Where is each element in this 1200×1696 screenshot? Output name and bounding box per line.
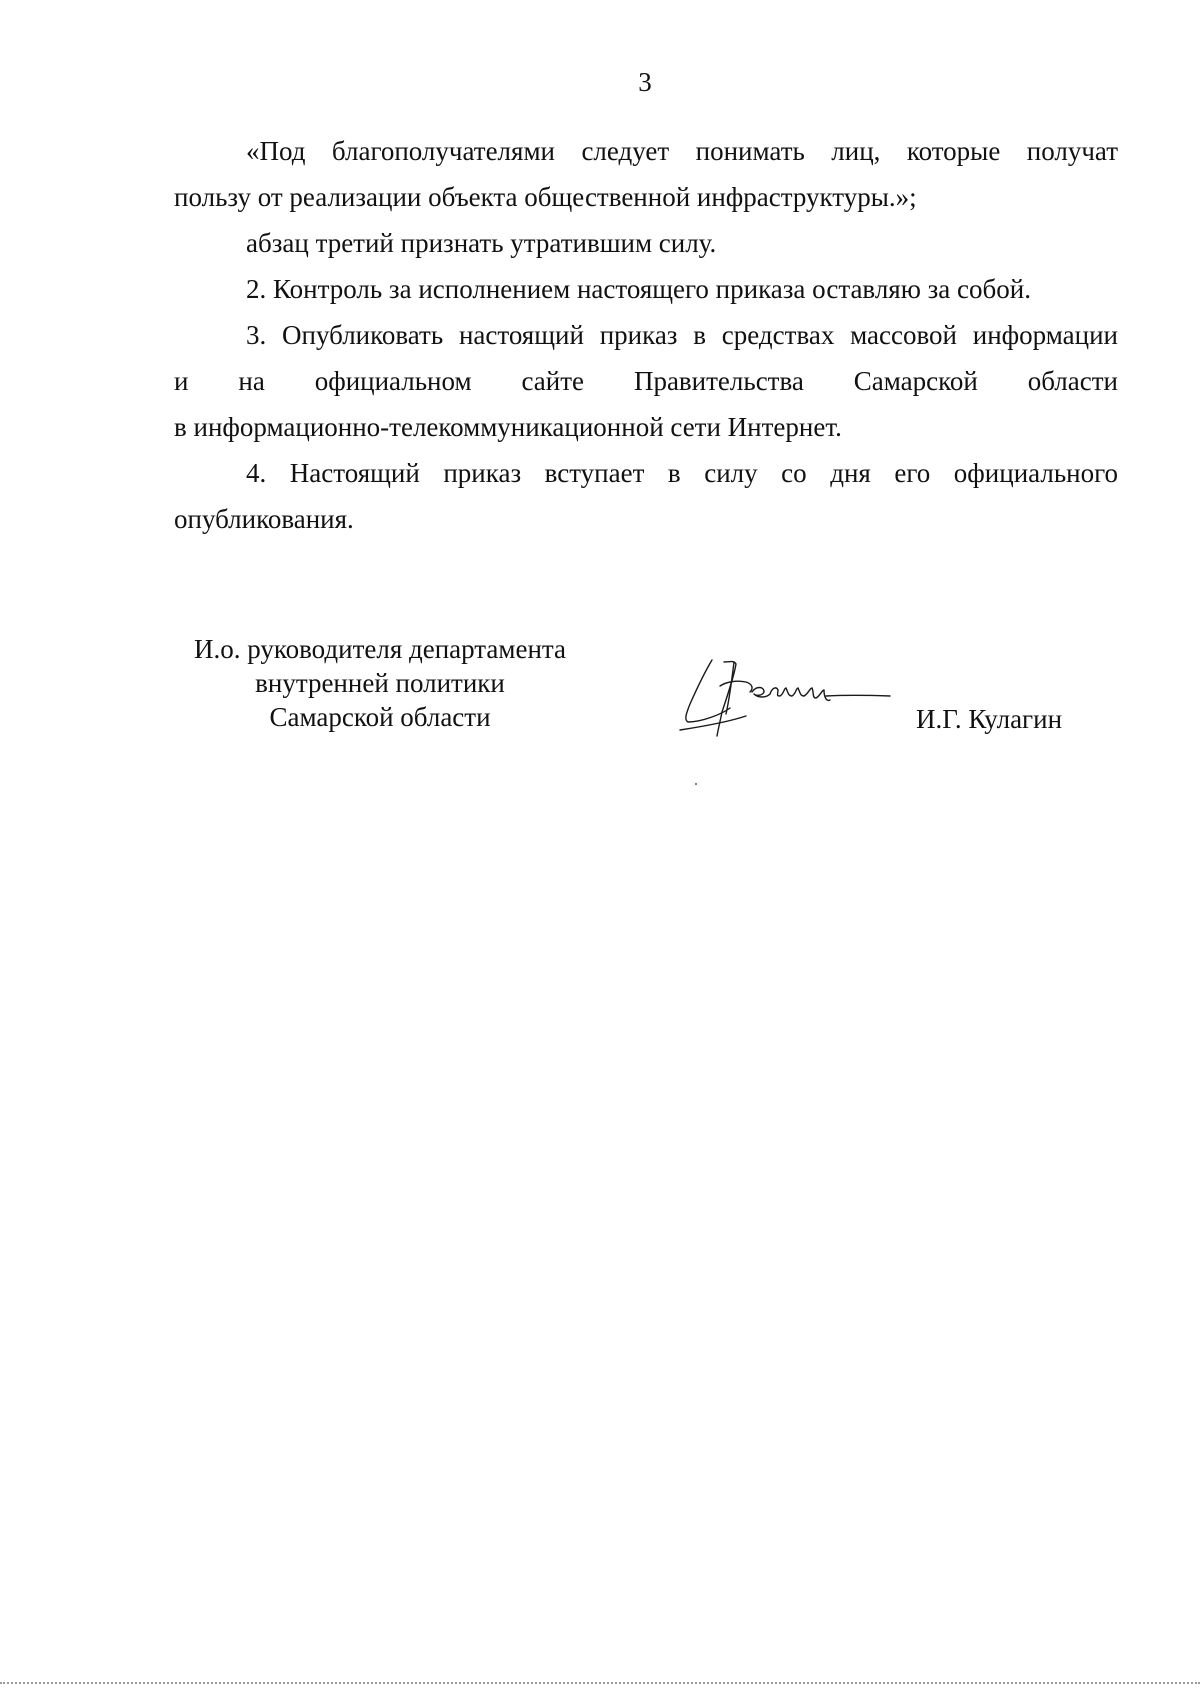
position-line-1: И.о. руководителя департамента xyxy=(193,634,567,664)
signatory-position xyxy=(160,632,600,734)
paragraph-item-3-line-1: 3. Опубликовать настоящий приказ в средствах массовой информации xyxy=(246,320,1118,350)
document-body xyxy=(174,128,1118,542)
position-line-2: внутренней политики xyxy=(255,668,505,698)
handwritten-signature xyxy=(676,652,894,738)
scan-speck xyxy=(695,783,697,785)
paragraph-item-2: 2. Контроль за исполнением настоящего приказа оставляю за собой. xyxy=(246,274,1031,304)
scan-bottom-edge xyxy=(0,1682,1200,1684)
paragraph-invalidate-clause: абзац третий признать утратившим силу. xyxy=(246,228,717,258)
paragraph-definition-line-1: «Под благополучателями следует понимать лиц, которые получат xyxy=(246,136,1118,166)
paragraph-item-4: 4. Настоящий приказ вступает в силу со дня его официального опубликования. xyxy=(174,458,1118,534)
paragraph-item-3-line-2: и на официальном сайте Правительства Самарской области xyxy=(174,366,1118,396)
position-line-3: Самарской области xyxy=(269,702,491,732)
page-number: 3 xyxy=(638,67,652,97)
paragraph-item-3-line-3: в информационно-телекоммуникационной сети Интернет. xyxy=(174,412,842,442)
paragraph-definition-line-2: пользу от реализации объекта общественной инфраструктуры.»; xyxy=(174,182,917,212)
signer-name: И.Г. Кулагин xyxy=(916,704,1063,734)
